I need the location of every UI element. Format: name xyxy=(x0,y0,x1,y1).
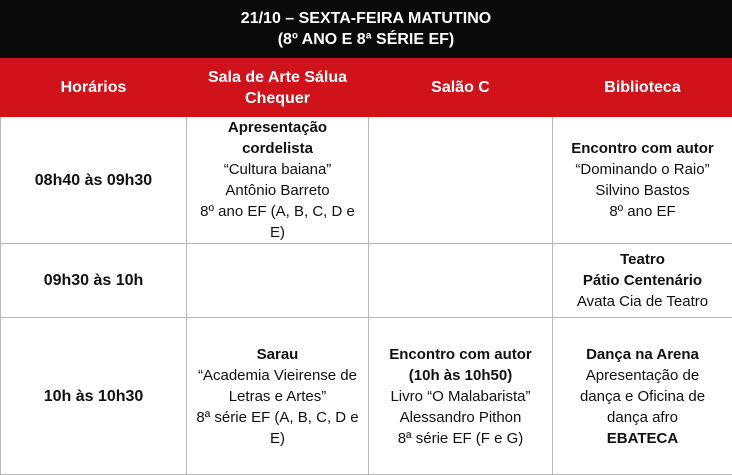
table-row xyxy=(1,244,732,318)
event-time: (10h às 10h50) xyxy=(373,365,548,386)
table-row xyxy=(1,117,732,244)
event-line: “Dominando o Raio” xyxy=(557,159,728,180)
header-sala-arte: Sala de Arte Sálua Chequer xyxy=(187,59,369,117)
header-salao-c: Salão C xyxy=(369,59,553,117)
event-cell-biblioteca xyxy=(553,117,732,244)
time-cell: 08h40 às 09h30 xyxy=(1,117,187,244)
time-cell: 09h30 às 10h xyxy=(1,244,187,318)
table-row xyxy=(1,318,732,475)
event-line: Alessandro Pithon xyxy=(373,407,548,428)
event-cell-salao-c xyxy=(369,318,553,475)
event-line: 8ª série EF (F e G) xyxy=(373,428,548,449)
title-line-2: (8º ANO E 8ª SÉRIE EF) xyxy=(0,29,732,50)
event-cell-sala-arte xyxy=(187,318,369,475)
event-title: Sarau xyxy=(191,344,364,365)
event-line: Silvino Bastos xyxy=(557,180,728,201)
event-cell-salao-c-empty xyxy=(369,117,553,244)
schedule-table xyxy=(0,58,732,475)
event-title: Teatro xyxy=(557,249,728,270)
event-line: 8º ano EF xyxy=(557,201,728,222)
event-cell-sala-arte xyxy=(187,117,369,244)
time-cell: 10h às 10h30 xyxy=(1,318,187,475)
event-line: Avata Cia de Teatro xyxy=(557,291,728,312)
event-cell-salao-c-empty xyxy=(369,244,553,318)
event-line: 8º ano EF (A, B, C, D e E) xyxy=(191,201,364,243)
event-line: “Cultura baiana” xyxy=(191,159,364,180)
event-title: Encontro com autor xyxy=(557,138,728,159)
header-biblioteca: Biblioteca xyxy=(553,59,732,117)
header-horarios: Horários xyxy=(1,59,187,117)
event-line: Apresentação de xyxy=(557,365,728,386)
event-line: Livro “O Malabarista” xyxy=(373,386,548,407)
event-line: Antônio Barreto xyxy=(191,180,364,201)
event-location: Pátio Centenário xyxy=(557,270,728,291)
event-line: “Academia Vieirense de xyxy=(191,365,364,386)
event-line: dança afro xyxy=(557,407,728,428)
event-cell-biblioteca xyxy=(553,244,732,318)
schedule-title xyxy=(0,0,732,58)
event-cell-biblioteca xyxy=(553,318,732,475)
header-row xyxy=(1,59,732,117)
event-cell-sala-arte-empty xyxy=(187,244,369,318)
event-line: dança e Oficina de xyxy=(557,386,728,407)
title-line-1: 21/10 – SEXTA-FEIRA MATUTINO xyxy=(0,8,732,29)
event-line: Letras e Artes” xyxy=(191,386,364,407)
event-line: 8ª série EF (A, B, C, D e E) xyxy=(191,407,364,449)
event-title: Dança na Arena xyxy=(557,344,728,365)
event-group: EBATECA xyxy=(557,428,728,449)
event-title: Apresentação cordelista xyxy=(191,117,364,159)
event-title: Encontro com autor xyxy=(373,344,548,365)
